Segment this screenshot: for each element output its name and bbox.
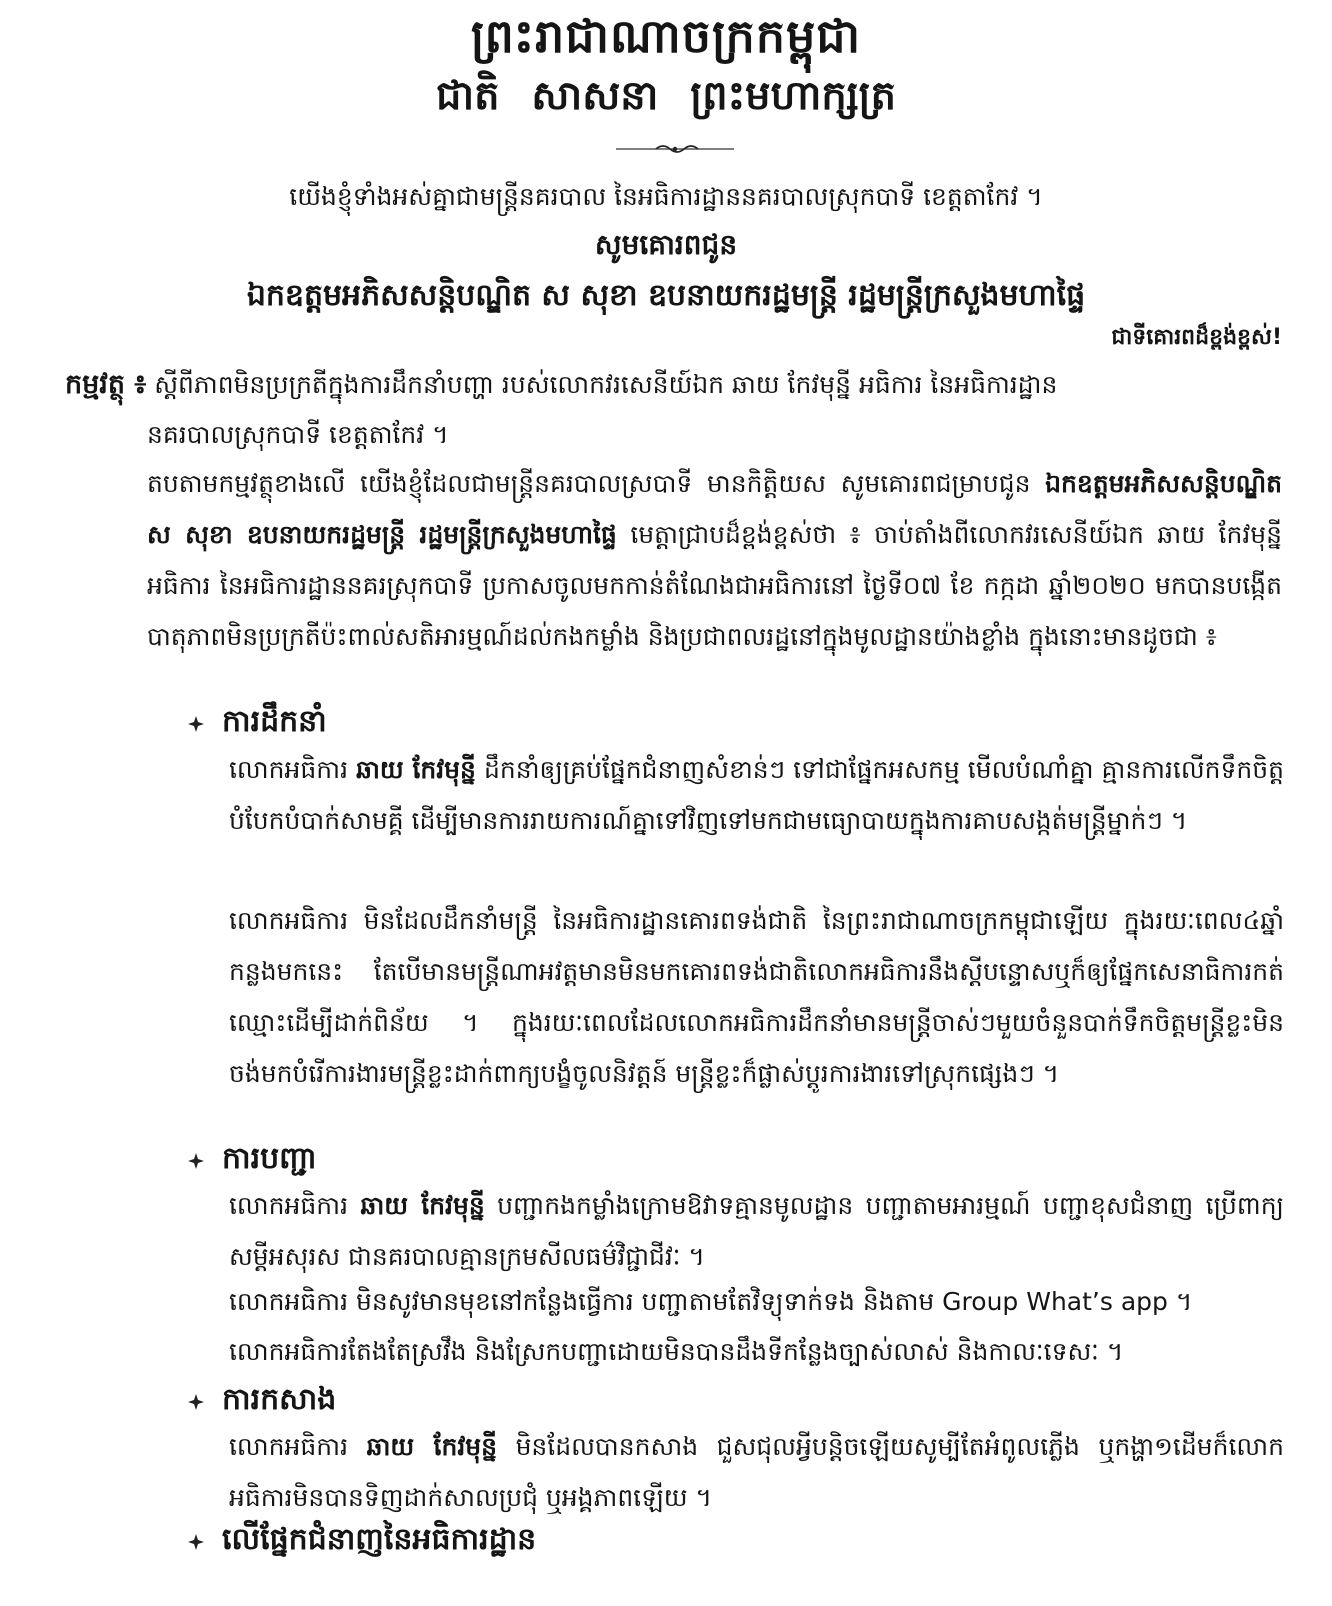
subject-text-cont: នគរបាលស្រុកបាទី ខេត្តតាកែវ ។ xyxy=(147,420,449,449)
paragraph-text: ដឹកនាំឲ្យគ្រប់ផ្នែកជំនាញសំខាន់ៗ ទៅជាផ្នែកអសកម្ម មើលបំណាំគ្នា គ្មានការលើកទឹកចិត្ត បំបែកបំបាក់សាមគ្គី ដើម្បីមានការរាយការណ៍គ្នាទៅវិញទៅមកជាមធ្យោបាយក្នុងការគាបសង្កត់មន្ត្រីម្នាក់ៗ ។ xyxy=(229,755,1284,835)
respectfully-to: សូមគោរពជូន xyxy=(594,228,738,261)
leadership-paragraph-1 xyxy=(229,744,1284,897)
command-paragraph-2: លោកអធិការ មិនសូវមានមុខនៅកន្លែងធ្វើការ បញ្ជាតាមតែវិទ្យុទាក់ទង និងតាម Group What’s app ។ xyxy=(229,1287,1193,1316)
national-motto: ជាតិ សាសនា ព្រះមហាក្សត្រ xyxy=(436,73,896,119)
subject-text: ស្តីពីភាពមិនប្រក្រតីក្នុងការដឹកនាំបញ្ហា របស់លោកវរសេនីយ៍ឯក ឆាយ កែវមុន្នី អធិការ នៃអធិការដ្ឋាន xyxy=(154,370,1058,399)
command-paragraph-3: លោកអធិការតែងតែស្រវឹង និងស្រែកបញ្ជាដោយមិនបានដឹងទីកន្លែងច្បាស់លាស់ និងកាលៈទេសៈ ។ xyxy=(229,1337,1124,1366)
section-heading-leadership xyxy=(188,702,327,746)
chief-title: លោកអធិការ xyxy=(229,1191,349,1220)
paragraph-text: មិនដែលបានកសាង ជួសជុលអ្វីបន្តិចឡើយសូម្បីតែអំពូលភ្លើង ឬកង្ហា១ដើមក៏លោកអធិការមិនបានទិញដាក់សាលប្រជុំ ឬអង្គភាពឡើយ ។ xyxy=(229,1432,1284,1512)
diamond-bullet-icon xyxy=(188,716,204,732)
section-heading-text: ការបញ្ជា xyxy=(222,1141,317,1176)
section-heading-command xyxy=(188,1139,317,1183)
section-heading-text: លើផ្នែកជំនាញនៃអធិការដ្ឋាន xyxy=(222,1522,537,1557)
diamond-bullet-icon xyxy=(188,1534,204,1550)
opening-text-b: មេត្តាជ្រាបដ៏ខ្ពង់ខ្ពស់ថា ៖ ចាប់តាំងពីលោកវរសេនីយ៍ឯក ឆាយ កែវមុន្នី អធិការ នៃអធិការដ្ឋាននគរស្រុកបាទី ប្រកាសចូលមកកាន់តំណែងជាអធិការនៅ ថ្ងៃទី០៧ ខែ កក្កដា ឆ្នាំ២០២០ មកបានបង្កើតបាតុភាពមិនប្រក្រតីប៉ះពាល់សតិអារម្មណ៍ដល់កងកម្លាំង និងប្រជាពលរដ្ឋនៅក្នុងមូលដ្ឋានយ៉ាងខ្លាំង ក្នុងនោះមានដូចជា ៖ xyxy=(147,520,1282,651)
paragraph-text: បញ្ជាកងកម្លាំងក្រោមឱវាទគ្មានមូលដ្ឋាន បញ្ជាតាមអារម្មណ៍ បញ្ជាខុសជំនាញ ប្រើពាក្យសម្តីអសុរស ជានគរបាលគ្មានក្រមសីលធម៌វិជ្ជាជីវៈ ។ xyxy=(229,1191,1284,1271)
kingdom-title: ព្រះរាជាណាចក្រកម្ពុជា xyxy=(470,9,862,63)
ornament-divider-icon xyxy=(616,142,734,156)
opening-text-a: តបតាមកម្មវត្ថុខាងលើ យើងខ្ញុំដែលជាមន្ត្រីនគរបាលស្របាទី មានកិត្តិយស សូមគោរពជម្រាបជូន xyxy=(147,469,1031,498)
subject-line xyxy=(65,368,1285,402)
chief-title: លោកអធិការ xyxy=(229,1432,349,1461)
leadership-paragraph-2: លោកអធិការ មិនដែលដឹកនាំមន្ត្រី នៃអធិការដ្ឋានគោរពទង់ជាតិ នៃព្រះរាជាណាចក្រកម្ពុជាឡើយ ក្នុងរយៈពេល៤ឆ្នាំកន្លងមកនេះ តែបើមានមន្ត្រីណាអវត្តមានមិនមកគោរពទង់ជាតិលោកអធិការនឹងស្តីបន្ទោសឬក៏ឲ្យផ្នែកសេនាធិការកត់ឈ្មោះដើម្បីដាក់ពិន័យ ។ ក្នុងរយៈពេលដែលលោកអធិការដឹកនាំមានមន្ត្រីចាស់ៗមួយចំនួនបាក់ទឹកចិត្តមន្ត្រីខ្លះមិនចង់មកបំរើការងារមន្ត្រីខ្លះដាក់ពាក្យបង្ខំចូលនិវត្តន៍ មន្ត្រីខ្លះក៏ផ្លាស់ប្តូរការងារទៅស្រុកផ្សេងៗ ។ xyxy=(229,906,1284,1088)
opening-paragraph xyxy=(147,458,1282,713)
recipient-name: ឯកឧត្តមអភិសសន្តិបណ្ឌិត ស សុខា ឧបនាយករដ្ឋមន្ត្រី រដ្ឋមន្ត្រីក្រសួងមហាផ្ទៃ xyxy=(246,278,1086,313)
chief-name: ឆាយ កែវមុន្នី xyxy=(366,1432,497,1461)
section-heading-text: ការកសាង xyxy=(222,1382,337,1417)
chief-name: ឆាយ កែវមុន្នី xyxy=(356,755,476,784)
command-paragraph-1 xyxy=(229,1180,1284,1282)
chief-title: លោកអធិការ xyxy=(229,755,349,784)
section-heading-text: ការដឹកនាំ xyxy=(222,704,327,739)
recipient-honor: ជាទីគោរពដ៏ខ្ពង់ខ្ពស់! xyxy=(1111,325,1282,350)
subject-label: កម្មវត្ថុ ៖ xyxy=(65,369,147,400)
senders-line: យើងខ្ញុំទាំងអស់គ្នាជាមន្ត្រីនគរបាល នៃអធិការដ្ឋាននគរបាលស្រុកបាទី ខេត្តតាកែវ ។ xyxy=(289,182,1043,211)
opening-recipient: ឯកឧត្តមអភិសសន្តិបណ្ឌិត ស សុខា ឧបនាយករដ្ឋមន្ត្រី រដ្ឋមន្ត្រីក្រសួងមហាផ្ទៃ xyxy=(147,469,1282,549)
diamond-bullet-icon xyxy=(188,1153,204,1169)
chief-name: ឆាយ កែវមុន្នី xyxy=(360,1191,485,1220)
building-paragraph-1 xyxy=(229,1421,1284,1523)
diamond-bullet-icon xyxy=(188,1394,204,1410)
section-heading-building xyxy=(188,1380,336,1424)
section-heading-expertise xyxy=(188,1520,536,1564)
